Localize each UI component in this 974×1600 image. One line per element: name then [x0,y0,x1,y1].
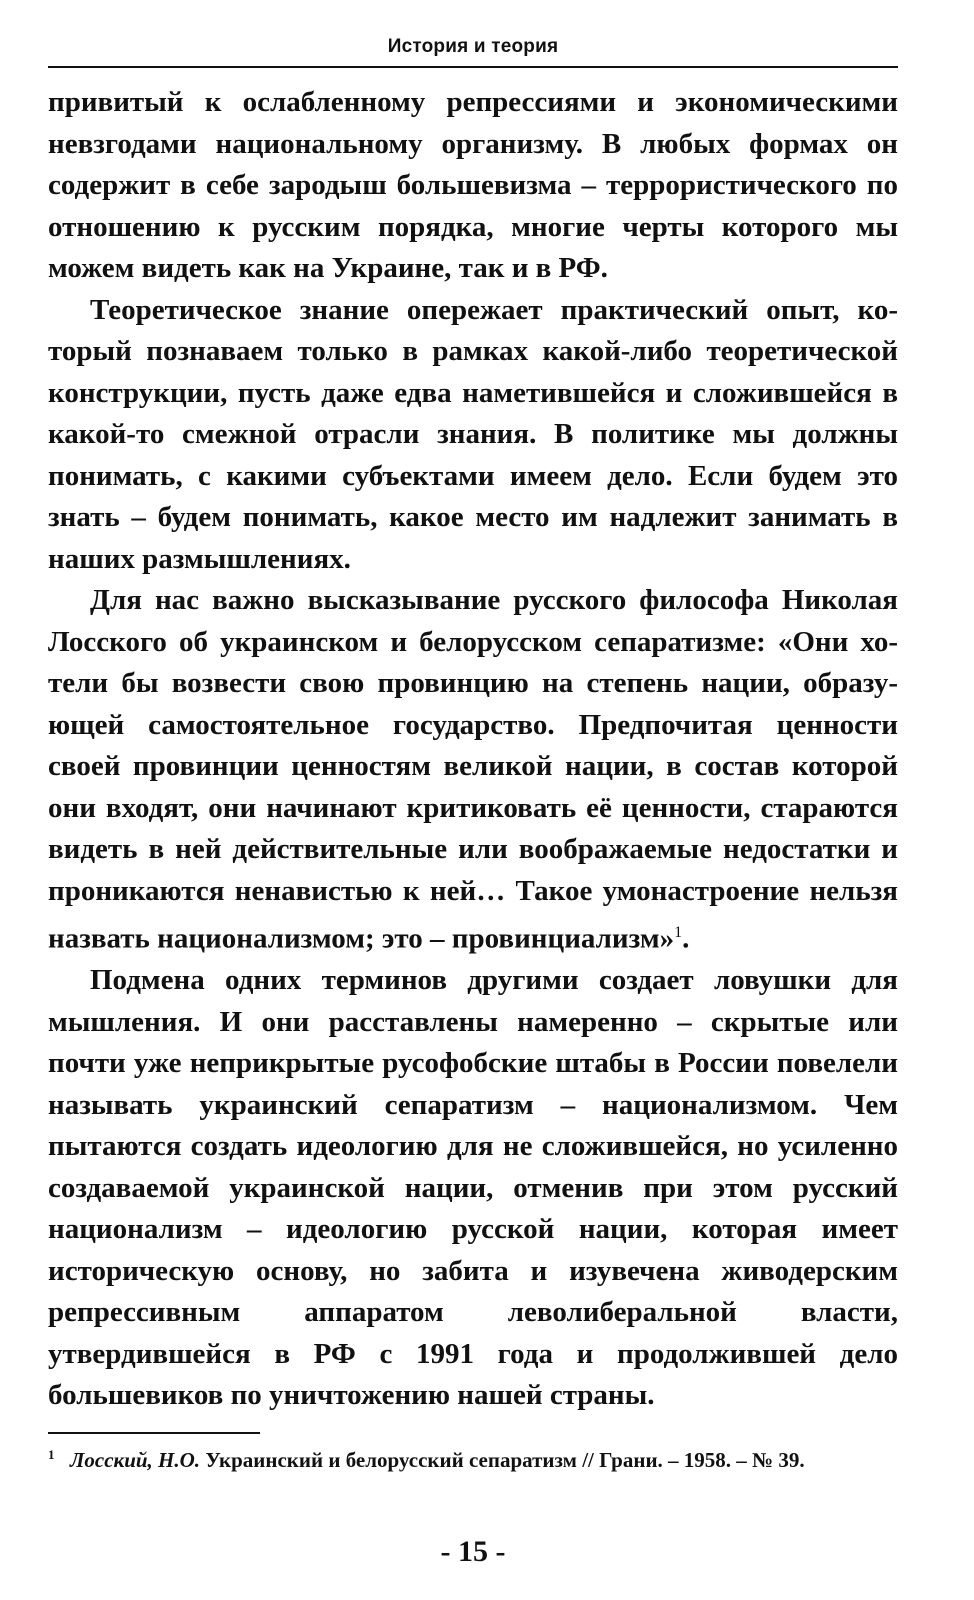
paragraph-3 [48,580,898,960]
body-text [48,82,898,1417]
paragraph-1: привитый к ослабленному репрессиями и экономическими невзгодами национальному организму. В любых формах он содержит в себе зародыш большевизма – террористического по отношению к русским порядка, многие черты которого мы можем видеть как на Украине, так и в РФ. [48,86,898,284]
paragraph-3-text: Для нас важно высказывание русского философа Николая Лосского об украинском и белорусском сепаратизме: «Они хотели бы возвести свою провинцию на степень нации, образующей самостоятельное государство. Предпочитая ценности своей провинции ценностям великой нации, в состав которой они входят, они начинают критиковать её ценности, стараются видеть в ней действительные или воображаемые недостатки и проникаются ненавистью к ней… Такое умонастроение нельзя назвать национализмом; это – провинциализм» [48,584,898,955]
paragraph-3-end: . [682,922,690,955]
page-number: - 15 - [440,1535,506,1568]
footnote-text: Украинский и белорусский сепаратизм // Грани. – 1958. – № 39. [200,1448,805,1472]
paragraph-2: Теоретическое знание опережает практический опыт, который познаваем только в рамках какой-либо теоретической конструкции, пусть даже едва наметившейся и сложившейся в какой-то смежной отрасли знания. В политике мы должны понимать, с какими субъектами имеем дело. Если будем это знать – будем понимать, какое место им надлежит занимать в наших размышлениях. [48,293,898,575]
book-page [48,0,898,1600]
header-rule [48,66,898,68]
footnote-reference[interactable]: 1 [674,924,683,941]
footnote [48,1440,898,1475]
footnote-author: Лосский, Н.О. [70,1448,201,1472]
footnote-marker: 1 [48,1447,55,1462]
running-head: История и теория [387,36,559,57]
footnote-rule [48,1432,260,1434]
paragraph-4: Подмена одних терминов другими создает ловушки для мышления. И они расставлены намеренно – скрытые или почти уже неприкрытые русофобские штабы в России повелели называть украинский сепаратизм – национализмом. Чем пытаются создать идеологию для не сложившейся, но усиленно создаваемой украинской нации, отменив при этом русский национализм – идеологию русской нации, которая имеет историческую основу, но забита и изувечена живодерским репрессивным аппаратом леволиберальной власти, утвердившейся в РФ с 1991 года и продолжившей дело большевиков по уничтожению нашей страны. [48,964,898,1412]
